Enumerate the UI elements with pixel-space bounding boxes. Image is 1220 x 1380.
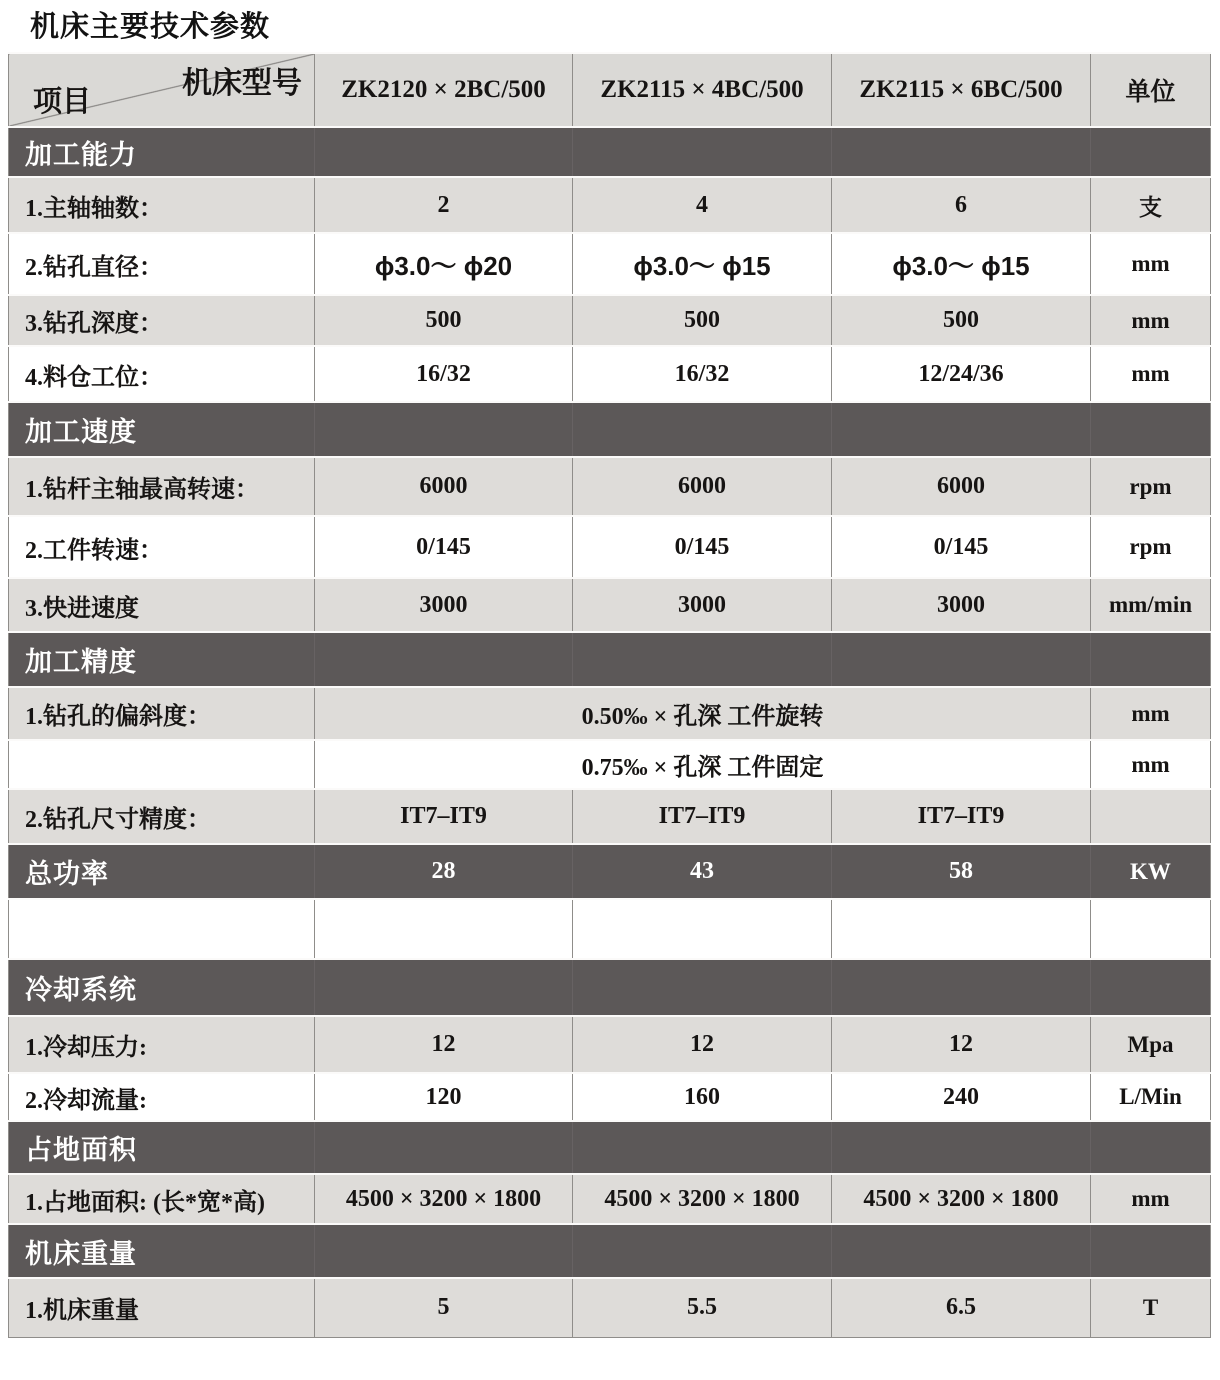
value-cell: 0/145 [832, 516, 1091, 578]
empty-cell [315, 1121, 573, 1174]
unit-cell: mm [1091, 233, 1211, 295]
row-label: 2.钻孔尺寸精度： [9, 789, 315, 844]
data-row [9, 233, 1211, 295]
section-row [9, 1224, 1211, 1278]
merged-row [9, 687, 1211, 740]
data-row [9, 1016, 1211, 1073]
empty-cell [1091, 127, 1211, 177]
row-label: 3.快进速度 [9, 578, 315, 632]
empty-cell [1091, 632, 1211, 687]
value-cell: IT7–IT9 [573, 789, 832, 844]
empty-cell [573, 1224, 832, 1278]
section-label: 加工速度 [9, 402, 315, 457]
value-cell: 4500 × 3200 × 1800 [573, 1174, 832, 1224]
unit-cell: KW [1091, 844, 1211, 899]
value-cell: 0/145 [573, 516, 832, 578]
row-label: 1.主轴轴数： [9, 177, 315, 233]
section-row [9, 127, 1211, 177]
empty-cell [1091, 1121, 1211, 1174]
column-header-model-1: ZK2120 × 2BC/500 [315, 53, 573, 127]
value-cell: 160 [573, 1073, 832, 1121]
row-label: 1.钻孔的偏斜度： [9, 687, 315, 740]
section-label: 总功率 [9, 844, 315, 899]
merged-value-cell: 0.50‰ × 孔深 工件旋转 [315, 687, 1091, 740]
header-row [9, 53, 1211, 127]
value-cell: 240 [832, 1073, 1091, 1121]
empty-cell [315, 127, 573, 177]
data-row [9, 1073, 1211, 1121]
value-cell: 4 [573, 177, 832, 233]
value-cell: 6000 [832, 457, 1091, 516]
value-cell: 6000 [315, 457, 573, 516]
value-cell: 2 [315, 177, 573, 233]
unit-cell: T [1091, 1278, 1211, 1337]
unit-cell: Mpa [1091, 1016, 1211, 1073]
merged-value-cell: 0.75‰ × 孔深 工件固定 [315, 740, 1091, 789]
row-label: 1.占地面积: (长*宽*高) [9, 1174, 315, 1224]
value-cell: 500 [315, 295, 573, 346]
data-row [9, 177, 1211, 233]
empty-cell [573, 632, 832, 687]
value-cell: 16/32 [573, 346, 832, 402]
merged-row [9, 740, 1211, 789]
value-cell: 12 [315, 1016, 573, 1073]
value-cell: 3000 [832, 578, 1091, 632]
data-row [9, 346, 1211, 402]
empty-cell [315, 959, 573, 1016]
row-label: 1.机床重量 [9, 1278, 315, 1337]
unit-cell: mm [1091, 687, 1211, 740]
empty-cell [832, 402, 1091, 457]
corner-label-item: 项目 [33, 86, 92, 118]
data-row [9, 457, 1211, 516]
unit-cell: rpm [1091, 457, 1211, 516]
row-label: 1.钻杆主轴最高转速： [9, 457, 315, 516]
section-values-row [9, 844, 1211, 899]
empty-cell [832, 1224, 1091, 1278]
value-cell: 3000 [315, 578, 573, 632]
row-label: 1.冷却压力: [9, 1016, 315, 1073]
empty-cell [315, 899, 573, 959]
empty-cell [832, 959, 1091, 1016]
empty-cell [832, 1121, 1091, 1174]
data-row [9, 578, 1211, 632]
spec-table [8, 52, 1211, 1338]
empty-cell [573, 899, 832, 959]
unit-cell: mm [1091, 295, 1211, 346]
value-cell: 4500 × 3200 × 1800 [832, 1174, 1091, 1224]
value-cell: 6000 [573, 457, 832, 516]
section-label: 占地面积 [9, 1121, 315, 1174]
corner-cell [9, 53, 315, 127]
unit-cell: mm [1091, 1174, 1211, 1224]
row-label: 3.钻孔深度： [9, 295, 315, 346]
unit-cell: 支 [1091, 177, 1211, 233]
section-label: 机床重量 [9, 1224, 315, 1278]
empty-cell [315, 1224, 573, 1278]
data-row [9, 516, 1211, 578]
value-cell: 120 [315, 1073, 573, 1121]
value-cell: 0/145 [315, 516, 573, 578]
blank-row [9, 899, 1211, 959]
empty-cell [573, 959, 832, 1016]
empty-cell [1091, 1224, 1211, 1278]
empty-cell [832, 127, 1091, 177]
unit-cell: mm [1091, 346, 1211, 402]
column-header-model-3: ZK2115 × 6BC/500 [832, 53, 1091, 127]
row-label: 2.工件转速： [9, 516, 315, 578]
value-cell: ϕ3.0～ ϕ15 [573, 233, 832, 295]
value-cell: IT7–IT9 [315, 789, 573, 844]
row-label: 4.料仓工位： [9, 346, 315, 402]
value-cell: 16/32 [315, 346, 573, 402]
value-cell: 28 [315, 844, 573, 899]
data-row [9, 1174, 1211, 1224]
section-row [9, 1121, 1211, 1174]
value-cell: 500 [832, 295, 1091, 346]
section-label: 加工精度 [9, 632, 315, 687]
value-cell: 6 [832, 177, 1091, 233]
value-cell: 3000 [573, 578, 832, 632]
data-row [9, 1278, 1211, 1337]
column-header-unit: 单位 [1091, 53, 1211, 127]
empty-cell [573, 402, 832, 457]
corner-label-machine-model: 机床型号 [182, 67, 302, 100]
empty-cell [315, 402, 573, 457]
data-row [9, 789, 1211, 844]
unit-cell: rpm [1091, 516, 1211, 578]
value-cell: ϕ3.0～ ϕ20 [315, 233, 573, 295]
column-header-model-2: ZK2115 × 4BC/500 [573, 53, 832, 127]
section-row [9, 959, 1211, 1016]
table-body [9, 127, 1211, 1337]
row-label: 2.冷却流量: [9, 1073, 315, 1121]
value-cell: 12 [573, 1016, 832, 1073]
value-cell: 6.5 [832, 1278, 1091, 1337]
empty-cell [1091, 899, 1211, 959]
empty-cell [315, 632, 573, 687]
section-label: 冷却系统 [9, 959, 315, 1016]
value-cell: ϕ3.0～ ϕ15 [832, 233, 1091, 295]
value-cell: 5.5 [573, 1278, 832, 1337]
empty-cell [832, 632, 1091, 687]
row-label [9, 740, 315, 789]
unit-cell: mm/min [1091, 578, 1211, 632]
empty-cell [1091, 402, 1211, 457]
value-cell: 58 [832, 844, 1091, 899]
empty-cell [573, 1121, 832, 1174]
empty-cell [9, 899, 315, 959]
section-row [9, 402, 1211, 457]
value-cell: 5 [315, 1278, 573, 1337]
section-row [9, 632, 1211, 687]
unit-cell [1091, 789, 1211, 844]
row-label: 2.钻孔直径： [9, 233, 315, 295]
value-cell: 4500 × 3200 × 1800 [315, 1174, 573, 1224]
value-cell: IT7–IT9 [832, 789, 1091, 844]
data-row [9, 295, 1211, 346]
empty-cell [573, 127, 832, 177]
empty-cell [832, 899, 1091, 959]
value-cell: 12/24/36 [832, 346, 1091, 402]
value-cell: 500 [573, 295, 832, 346]
unit-cell: L/Min [1091, 1073, 1211, 1121]
empty-cell [1091, 959, 1211, 1016]
unit-cell: mm [1091, 740, 1211, 789]
value-cell: 12 [832, 1016, 1091, 1073]
page-title: 机床主要技术参数 [30, 11, 271, 43]
section-label: 加工能力 [9, 127, 315, 177]
value-cell: 43 [573, 844, 832, 899]
